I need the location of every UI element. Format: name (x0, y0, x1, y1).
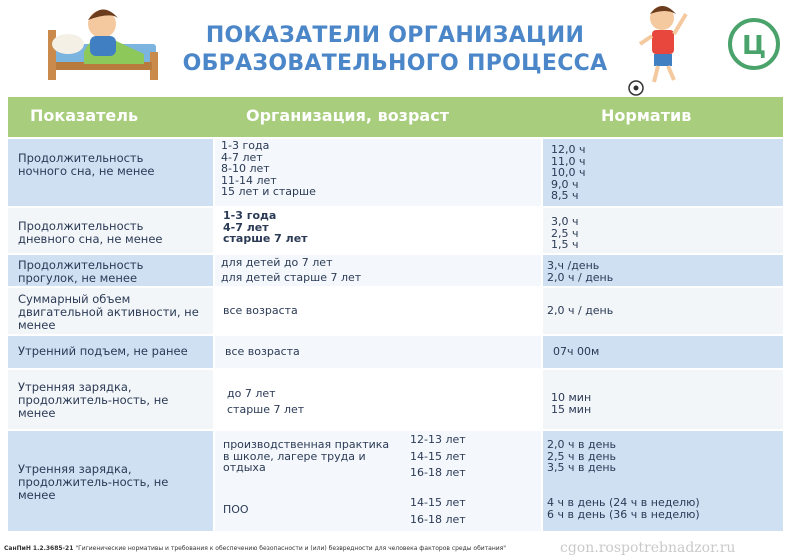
norm-value: 8,5 ч (551, 189, 579, 202)
norm-value: 2,0 ч / день (547, 304, 614, 317)
age-value: 12-13 лет (410, 433, 466, 446)
org-value: все возраста (225, 345, 300, 358)
norm-value: 11,0 ч (551, 154, 586, 168)
org-value-poo: ПОО (223, 503, 249, 516)
age-value: 16-18 лет (410, 513, 466, 526)
row-label: Продолжительность прогулок, не менее (18, 258, 144, 285)
norm-value: 3,0 ч (551, 215, 579, 228)
norm-value: 9,0 ч (551, 177, 579, 191)
page-title (150, 22, 640, 78)
watermark: cgon.rospotrebnadzor.ru (560, 540, 736, 556)
org-value: старше 7 лет (223, 232, 308, 245)
norm-value: 07ч 00м (553, 345, 600, 358)
norm-value: 2,0 ч / день (547, 270, 614, 284)
org-value: для детей до 7 лет (221, 256, 333, 269)
norm-value: 12,0 ч (551, 143, 586, 156)
org-value: 4-7 лет (221, 150, 263, 164)
header-organization: Организация, возраст (246, 106, 449, 125)
norm-value: 4 ч в день (24 ч в неделю) (547, 496, 700, 509)
age-value: 14-15 лет (410, 450, 466, 463)
org-value: 4-7 лет (223, 220, 269, 234)
row-label: Продолжительность ночного сна, не менее (18, 151, 155, 178)
table-row (8, 370, 783, 429)
org-value: до 7 лет (227, 387, 276, 400)
logo-icon (728, 14, 784, 78)
org-value: 8-10 лет (221, 162, 270, 175)
row-label: Суммарный объем двигательной активности, не менее (18, 292, 199, 332)
org-value: 15 лет и старше (221, 185, 316, 198)
header-norm: Норматив (601, 106, 692, 125)
org-value: 1-3 года (223, 209, 277, 222)
age-value: 14-15 лет (410, 496, 466, 509)
org-value: старше 7 лет (227, 403, 305, 416)
norm-value: 10,0 ч (551, 166, 586, 179)
org-value: все возраста (223, 304, 298, 317)
row-label: Утренний подъем, не ранее (18, 344, 188, 358)
norm-value: 3,5 ч в день (547, 461, 617, 474)
row-label: Утренняя зарядка, продолжитель-ность, не менее (18, 462, 169, 502)
title-line-1: ПОКАЗАТЕЛИ ОРГАНИЗАЦИИ (205, 23, 585, 48)
norm-value: 2,5 ч (551, 226, 579, 240)
row-label: Утренняя зарядка, продолжитель-ность, не менее (18, 380, 169, 420)
running-child-illustration (628, 0, 708, 96)
norm-value: 3,ч /день (547, 259, 600, 272)
sleeping-child-illustration (44, 0, 162, 88)
norm-value: 6 ч в день (36 ч в неделю) (547, 508, 700, 521)
footer-code: СанПиН 1.2.3685-21 (4, 545, 74, 552)
table-row (8, 208, 783, 253)
title-line-2: ОБРАЗОВАТЕЛЬНОГО ПРОЦЕССА (182, 51, 608, 76)
norm-value: 15 мин (551, 402, 592, 416)
norm-value: 1,5 ч (551, 238, 579, 251)
org-value: 1-3 года (221, 139, 270, 152)
svg-text:Ц: Ц (741, 31, 767, 61)
norm-value: 10 мин (551, 391, 592, 404)
org-value: для детей старше 7 лет (221, 271, 362, 284)
table-row (8, 288, 783, 334)
header-indicator: Показатель (30, 106, 139, 125)
org-value-practice: производственная практика в школе, лагере труда и отдыха (223, 438, 390, 474)
row-label: Продолжительность дневного сна, не менее (18, 219, 163, 246)
table-header (8, 97, 783, 137)
table-row (8, 139, 783, 206)
footer-note (4, 545, 564, 552)
age-value: 16-18 лет (410, 466, 466, 479)
norm-value: 2,5 ч в день (547, 449, 617, 463)
footer-text: "Гигиенические нормативы и требования к обеспечению безопасности и (или) безвредности для человека факторов среды обитания" (75, 545, 507, 552)
table-row (8, 336, 783, 368)
org-value: 11-14 лет (221, 173, 277, 187)
table-row (8, 431, 783, 531)
norm-value: 2,0 ч в день (547, 438, 617, 451)
table-row (8, 255, 783, 286)
